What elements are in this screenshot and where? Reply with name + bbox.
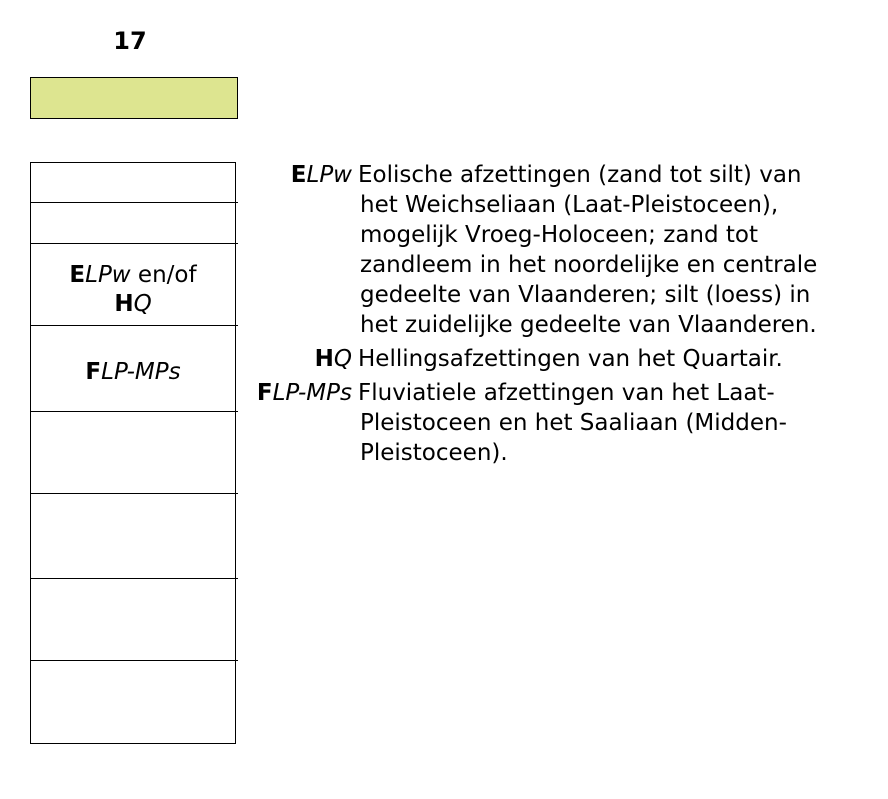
layer-code-bold: E (69, 262, 86, 288)
legend-line: Pleistoceen). (360, 440, 508, 466)
layer-code-italic: LP-MPs (101, 359, 181, 385)
layer-label-flpmps (30, 358, 236, 387)
layer-divider (30, 243, 238, 244)
layer-divider (30, 411, 238, 412)
layer-divider (30, 578, 238, 579)
legend-code-elpw (291, 160, 352, 190)
layer-label-suffix: en/of (130, 262, 197, 288)
legend-line: Pleistoceen en het Saaliaan (Midden- (360, 410, 787, 436)
layer-divider (30, 202, 238, 203)
legend-line: het Weichseliaan (Laat-Pleistoceen), (360, 192, 779, 218)
legend-code-italic: LP-MPs (272, 380, 352, 406)
lithology-column (30, 162, 236, 744)
legend-code-bold: H (314, 346, 334, 372)
layer-code-bold: H (114, 291, 134, 317)
layer-code-bold: F (85, 359, 102, 385)
legend-code-bold: F (256, 380, 273, 406)
legend-line: Fluviatiele afzettingen van het Laat- (358, 380, 775, 406)
legend-line: mogelijk Vroeg-Holoceen; zand tot (360, 222, 759, 248)
legend-desc-hq (360, 344, 783, 374)
legend-code-flpmps (257, 378, 352, 408)
legend-desc-elpw (360, 160, 817, 340)
legend-line: Eolische afzettingen (zand tot silt) van (358, 162, 802, 188)
layer-divider (30, 325, 238, 326)
legend-code-italic: Q (333, 346, 352, 372)
legend-line: gedeelte van Vlaanderen; silt (loess) in (360, 282, 811, 308)
layer-code-italic: LPw (85, 262, 131, 288)
legend-line: zandleem in het noordelijke en centrale (360, 252, 818, 278)
legend-code-italic: LPw (306, 162, 352, 188)
layer-code-italic: Q (133, 291, 152, 317)
layer-divider (30, 660, 238, 661)
legend-line: het zuidelijke gedeelte van Vlaanderen. (360, 312, 817, 338)
layer-label-elpw (30, 261, 236, 290)
legend-code-hq (315, 344, 352, 374)
legend-code-bold: E (290, 162, 307, 188)
legend-line: Hellingsafzettingen van het Quartair. (358, 346, 783, 372)
profile-number: 17 (113, 27, 147, 55)
layer-divider (30, 493, 238, 494)
color-swatch (30, 77, 238, 119)
layer-label-hq (30, 290, 236, 319)
legend-desc-flpmps (360, 378, 787, 468)
